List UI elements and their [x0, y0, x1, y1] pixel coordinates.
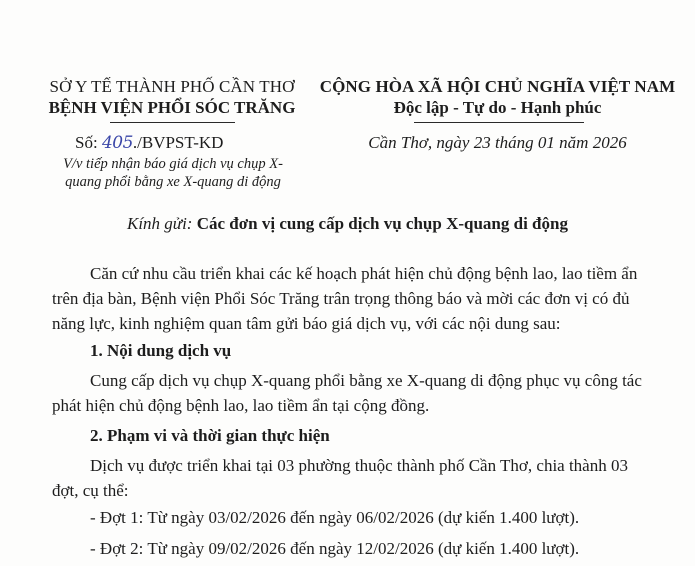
section-2-heading: 2. Phạm vi và thời gian thực hiện — [90, 426, 330, 445]
organization-underline — [110, 122, 235, 123]
handwritten-number: 405 — [101, 133, 133, 153]
motto-underline — [414, 122, 584, 123]
parent-organization: SỞ Y TẾ THÀNH PHỐ CẦN THƠ — [49, 77, 295, 96]
section-1-heading: 1. Nội dung dịch vụ — [90, 341, 232, 360]
section-1-paragraph: Cung cấp dịch vụ chụp X-quang phổi bằng xe X-quang di động phục vụ công tác phát hiện chủ động bệnh lao, lao tiềm ẩn tại cộng đồng. — [52, 371, 642, 415]
recipient-value: Các đơn vị cung cấp dịch vụ chụp X-quang di động — [196, 214, 568, 233]
section-2-paragraph: Dịch vụ được triển khai tại 03 phường thuộc thành phố Cần Thơ, chia thành 03 đợt, cụ thể: — [52, 456, 628, 500]
document-number-prefix: Số: — [75, 133, 102, 152]
document-subject: V/v tiếp nhận báo giá dịch vụ chụp X-quang phổi bằng xe X-quang di động — [63, 156, 283, 190]
national-motto: Độc lập - Tự do - Hạnh phúc — [393, 98, 602, 117]
place-date-line: Cần Thơ, ngày 23 tháng 01 năm 2026 — [368, 133, 627, 152]
phase-item: - Đợt 2: Từ ngày 09/02/2026 đến ngày 12/02/2026 (dự kiến 1.400 lượt). — [90, 539, 580, 558]
document-number-suffix: ./BVPST-KD — [132, 133, 224, 152]
phase-item: - Đợt 1: Từ ngày 03/02/2026 đến ngày 06/02/2026 (dự kiến 1.400 lượt). — [90, 508, 580, 527]
issuing-organization: BỆNH VIỆN PHỔI SÓC TRĂNG — [48, 98, 296, 117]
document-number — [75, 133, 223, 153]
intro-paragraph: Căn cứ nhu cầu triển khai các kế hoạch phát hiện chủ động bệnh lao, lao tiềm ẩn trên địa bàn, Bệnh viện Phổi Sóc Trăng trân trọng thông báo và mời các đơn vị có đủ năng lực, kinh nghiệm quan tâm gửi báo giá dịch vụ, với các nội dung sau: — [52, 264, 638, 333]
recipient-line — [0, 214, 695, 234]
national-title: CỘNG HÒA XÃ HỘI CHỦ NGHĨA VIỆT NAM — [319, 77, 676, 96]
recipient-label: Kính gửi: — [127, 214, 193, 233]
